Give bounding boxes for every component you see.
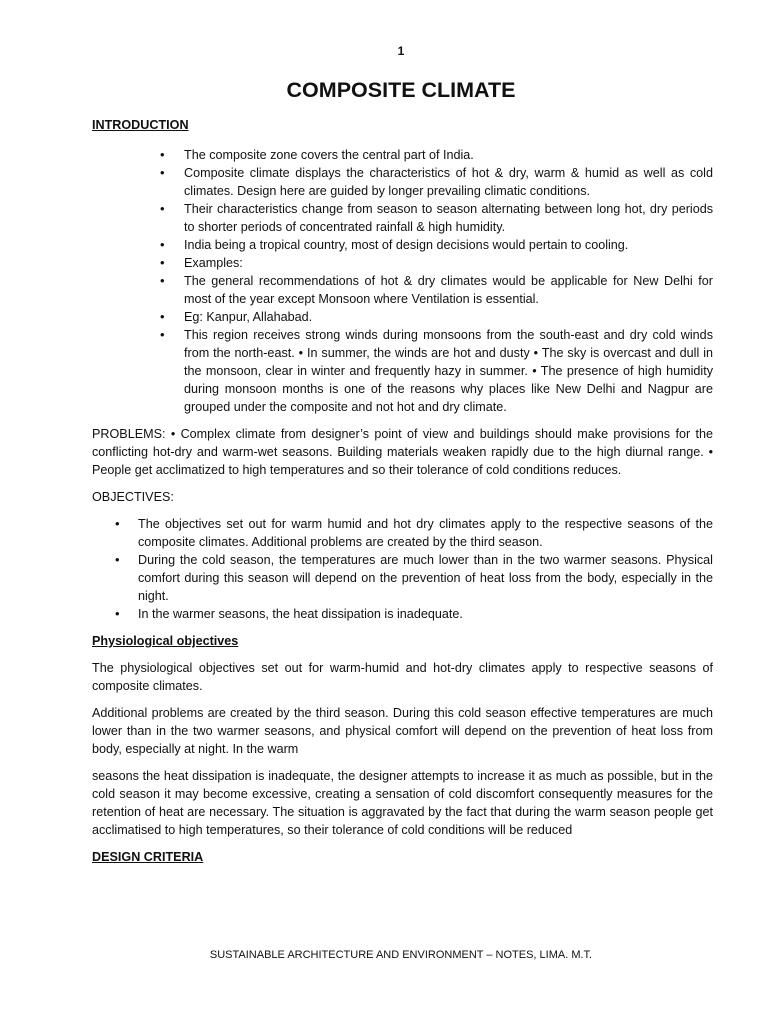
introduction-heading: INTRODUCTION — [92, 118, 189, 132]
list-item: • India being a tropical country, most of design decisions would pertain to cooling. — [184, 236, 713, 254]
list-item: • In the warmer seasons, the heat dissipation is inadequate. — [138, 605, 713, 623]
page-footer: SUSTAINABLE ARCHITECTURE AND ENVIRONMENT – NOTES, LIMA. M.T. — [209, 949, 593, 961]
physiological-paragraph: The physiological objectives set out for warm-humid and hot-dry climates apply to respective seasons of composite climates. — [92, 661, 713, 693]
page-title: COMPOSITE CLIMATE — [286, 78, 516, 102]
list-item: • This region receives strong winds during monsoons from the south-east and dry cold winds from the north-east. • In summer, the winds are hot and dusty • The sky is overcast and dull in the monsoon, clear in winter and frequently hazy in summer. • The presence of high humidity during monsoon months is one of the reasons why places like New Delhi and Nagpur are grouped under the composite and not hot and dry climate. — [184, 326, 713, 416]
physiological-heading: Physiological objectives — [92, 634, 239, 648]
problems-paragraph: PROBLEMS: • Complex climate from designer’s point of view and buildings should make provisions for the conflicting hot-dry and warm-wet seasons. Building materials weaken rapidly due to the high diurnal range. • People get acclimatized to high temperatures and so their tolerance of cold conditions reduces. — [92, 427, 713, 477]
document-body — [92, 116, 713, 866]
design-criteria-heading: DESIGN CRITERIA — [92, 850, 204, 864]
list-item: • The composite zone covers the central part of India. — [184, 146, 713, 164]
list-item: • Eg: Kanpur, Allahabad. — [184, 308, 713, 326]
physiological-paragraph: Additional problems are created by the third season. During this cold season effective temperatures are much lower than in the two warmer seasons, and physical comfort will depend on the prevention of heat loss from body, especially at night. In the warm — [92, 706, 713, 756]
list-item: • Their characteristics change from season to season alternating between long hot, dry periods to shorter periods of concentrated rainfall & high humidity. — [184, 200, 713, 236]
list-item: • Composite climate displays the characteristics of hot & dry, warm & humid as well as cold climates. Design here are guided by longer prevailing climatic conditions. — [184, 164, 713, 200]
physiological-paragraph: seasons the heat dissipation is inadequate, the designer attempts to increase it as much as possible, but in the cold season it may become excessive, creating a sensation of cold discomfort consequently measures for the retention of heat are necessary. The situation is aggravated by the fact that during the warm season people get acclimatised to high temperatures, so their tolerance of cold conditions will be reduced — [92, 769, 713, 837]
list-item: • The general recommendations of hot & dry climates would be applicable for New Delhi for most of the year except Monsoon where Ventilation is essential. — [184, 272, 713, 308]
list-item: • During the cold season, the temperatures are much lower than in the two warmer seasons. Physical comfort during this season will depend on the prevention of heat loss from the body, especially in the night. — [138, 551, 713, 605]
objectives-list — [138, 515, 713, 623]
objectives-heading: OBJECTIVES: — [92, 490, 174, 504]
list-item: • Examples: — [184, 254, 713, 272]
page-number: 1 — [397, 44, 405, 58]
list-item: • The objectives set out for warm humid and hot dry climates apply to the respective seasons of the composite climates. Additional problems are created by the third season. — [138, 515, 713, 551]
introduction-list — [184, 146, 713, 416]
